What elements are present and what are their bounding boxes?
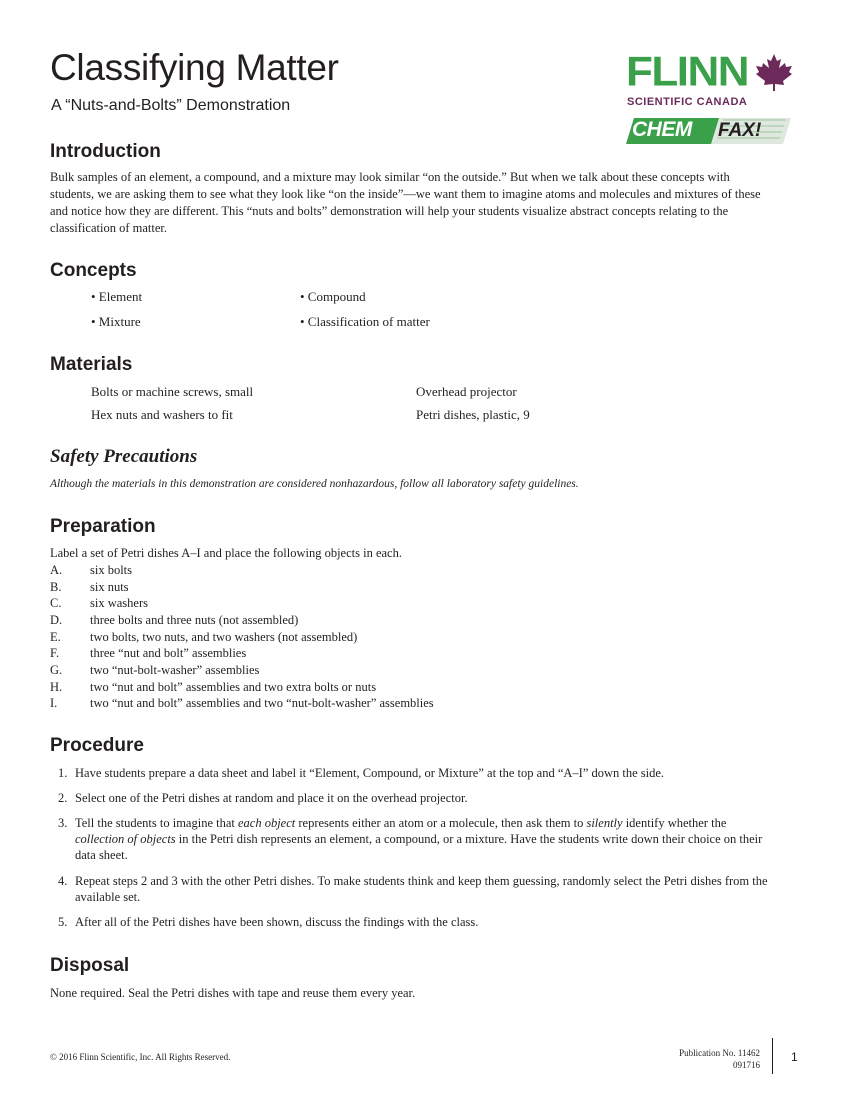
prep-letter: E.	[50, 630, 61, 644]
prep-item	[50, 595, 148, 611]
prep-text: three bolts and three nuts (not assembled)	[90, 613, 299, 627]
preparation-intro: Label a set of Petri dishes A–I and place the following objects in each.	[50, 546, 402, 560]
introduction-text: Bulk samples of an element, a compound, and a mixture may look similar “on the outside.” But when we talk about these concepts with students, we are asking them to see what they look like “on the inside”—we want them to imagine atoms and molecules and mixtures of these and notice how they are different. This “nuts and bolts” demonstration will help your students visualize abstract concepts relating to the classification of matter.	[50, 170, 761, 235]
concept-item: • Mixture	[91, 314, 141, 329]
material-item: Petri dishes, plastic, 9	[416, 407, 530, 422]
materials-heading: Materials	[50, 354, 133, 375]
procedure-heading: Procedure	[50, 735, 144, 756]
page-number: 1	[791, 1050, 798, 1064]
concept-item: • Classification of matter	[300, 314, 430, 329]
safety-heading: Safety Precautions	[50, 446, 198, 467]
prep-text: six bolts	[90, 563, 133, 577]
step-number: 2.	[58, 791, 68, 805]
step-number: 4.	[58, 874, 68, 888]
prep-item	[50, 629, 357, 645]
logo-brand: FLINN	[626, 48, 749, 95]
prep-item	[50, 662, 259, 678]
prep-item	[50, 645, 246, 661]
publication-number: Publication No. 11462	[679, 1048, 760, 1058]
publication-code: 091716	[733, 1060, 760, 1070]
material-item: Hex nuts and washers to fit	[91, 407, 233, 422]
prep-text: six nuts	[90, 580, 129, 594]
concepts-heading: Concepts	[50, 260, 137, 281]
page-subtitle: A “Nuts-and-Bolts” Demonstration	[51, 97, 291, 114]
prep-letter: C.	[50, 596, 62, 610]
prep-item	[50, 579, 129, 595]
page-title: Classifying Matter	[50, 47, 339, 88]
prep-letter: F.	[50, 646, 60, 660]
prep-letter: A.	[50, 563, 63, 577]
maple-leaf-icon	[754, 52, 794, 92]
step-number: 1.	[58, 766, 68, 780]
prep-letter: H.	[50, 680, 63, 694]
copyright-text: © 2016 Flinn Scientific, Inc. All Rights Reserved.	[50, 1052, 231, 1062]
step-text: Repeat steps 2 and 3 with the other Petri dishes. To make students think and keep them guessing, randomly select the Petri dishes from the available set.	[75, 874, 768, 904]
disposal-heading: Disposal	[50, 955, 130, 976]
prep-item	[50, 612, 298, 628]
step-text: Select one of the Petri dishes at random and place it on the overhead projector.	[75, 791, 468, 805]
prep-letter: B.	[50, 580, 62, 594]
step-text: Have students prepare a data sheet and label it “Element, Compound, or Mixture” at the top and “A–I” down the side.	[75, 766, 665, 780]
prep-text: two “nut and bolt” assemblies and two “nut-bolt-washer” assemblies	[90, 696, 434, 710]
concept-item: • Compound	[300, 289, 366, 304]
preparation-heading: Preparation	[50, 516, 156, 537]
logo-chem-text: CHEM	[632, 118, 692, 141]
concept-item: • Element	[91, 289, 143, 304]
flinn-logo	[626, 50, 798, 150]
prep-text: two bolts, two nuts, and two washers (not assembled)	[90, 630, 358, 644]
material-item: Bolts or machine screws, small	[91, 384, 254, 399]
step-number: 5.	[58, 915, 68, 929]
prep-item	[50, 562, 132, 578]
prep-item	[50, 679, 376, 695]
prep-letter: I.	[50, 696, 58, 710]
introduction-heading: Introduction	[50, 141, 161, 162]
safety-text: Although the materials in this demonstration are considered nonhazardous, follow all laboratory safety guidelines.	[50, 478, 579, 490]
prep-text: two “nut and bolt” assemblies and two extra bolts or nuts	[90, 680, 377, 694]
prep-item	[50, 695, 434, 711]
step-number: 3.	[58, 816, 68, 830]
step-text: After all of the Petri dishes have been shown, discuss the findings with the class.	[75, 915, 479, 929]
logo-tagline: SCIENTIFIC CANADA	[627, 96, 748, 108]
prep-text: six washers	[90, 596, 148, 610]
prep-letter: G.	[50, 663, 63, 677]
prep-letter: D.	[50, 613, 63, 627]
step-text: Tell the students to imagine that each object represents either an atom or a molecule, then ask them to silently identify whether the collection of objects in the Petri dish represents an element, a compound, or a mixture. Have the students write down their choice on their data sheet.	[75, 816, 763, 862]
prep-text: three “nut and bolt” assemblies	[90, 646, 247, 660]
logo-fax-text: FAX!	[718, 120, 762, 141]
footer-divider	[772, 1038, 773, 1074]
material-item: Overhead projector	[416, 384, 517, 399]
prep-text: two “nut-bolt-washer” assemblies	[90, 663, 260, 677]
disposal-text: None required. Seal the Petri dishes with tape and reuse them every year.	[50, 986, 416, 1000]
